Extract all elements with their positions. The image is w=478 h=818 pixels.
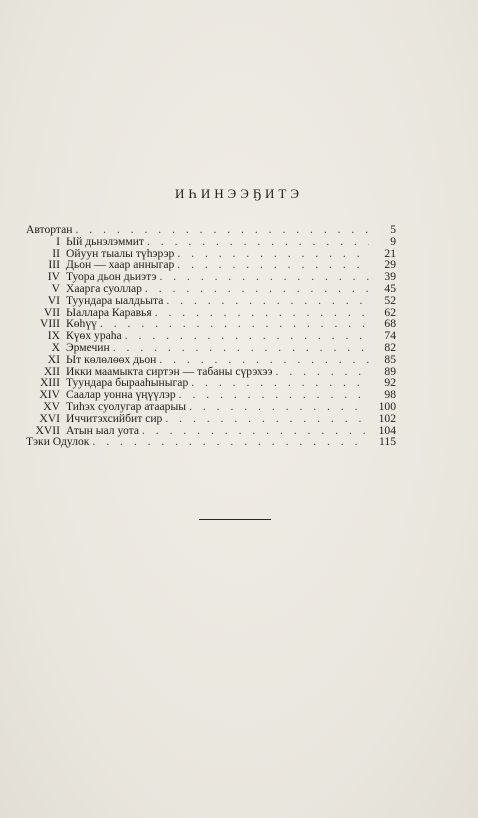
- dot-leader: [92, 436, 369, 448]
- dot-leader: [100, 318, 369, 330]
- page-number: 85: [384, 352, 396, 366]
- dot-leader: [165, 413, 369, 425]
- dot-leader: [113, 342, 369, 354]
- dot-leader: [155, 307, 369, 319]
- chapter-title: Эрмечин: [66, 340, 110, 354]
- chapter-title: Ойуун тыалы түһэрэр: [66, 246, 175, 260]
- page-number: 104: [378, 423, 396, 437]
- page-number: 39: [384, 270, 396, 284]
- dot-leader: [159, 271, 369, 283]
- chapter-title: Көһүү: [66, 317, 97, 331]
- chapter-title: Туора дьон дьиэтэ: [66, 270, 157, 284]
- chapter-number: II: [52, 246, 60, 260]
- chapter-number: VI: [47, 293, 60, 307]
- chapter-number: XII: [43, 364, 60, 378]
- chapter-number: V: [51, 281, 60, 295]
- chapter-title: Ый дьнэлэммит: [66, 234, 144, 248]
- page-number: 5: [390, 223, 396, 236]
- dot-leader: [276, 366, 369, 378]
- chapter-title: Туундара ыалдьыта: [66, 293, 164, 307]
- dot-leader: [191, 377, 369, 389]
- chapter-number: X: [51, 340, 60, 354]
- chapter-number: IX: [47, 329, 60, 343]
- contents-heading: ИҺИНЭЭҔИТЭ: [175, 186, 303, 201]
- dot-leader: [179, 389, 369, 401]
- page-number: 52: [384, 293, 396, 307]
- dot-leader: [166, 295, 369, 307]
- dot-leader: [147, 236, 369, 248]
- page-number: 45: [384, 281, 396, 295]
- chapter-title: Күөх ураһа: [66, 329, 122, 343]
- dot-leader: [125, 330, 369, 342]
- chapter-number: VIII: [40, 317, 60, 331]
- chapter-title: Дьон — хаар анныгар: [66, 258, 175, 272]
- page-number: 100: [378, 399, 396, 413]
- chapter-title: Тэки Одулок: [26, 435, 90, 449]
- dot-leader: [189, 401, 369, 413]
- chapter-title: Икки маамыкта сиртэн — табаны сүрэхээ: [66, 364, 273, 378]
- toc-entry: [26, 342, 396, 354]
- closing-rule: [199, 519, 271, 520]
- chapter-number: IV: [47, 270, 60, 284]
- chapter-number: XI: [47, 352, 60, 366]
- chapter-number: XV: [43, 399, 60, 413]
- toc-entry: [26, 401, 396, 413]
- toc-entry: [26, 436, 396, 448]
- dot-leader: [142, 425, 369, 437]
- page-number: 74: [384, 329, 396, 343]
- toc-entry: [26, 354, 396, 366]
- page-number: 92: [384, 376, 396, 390]
- page-number: 82: [384, 340, 396, 354]
- chapter-number: I: [56, 234, 60, 248]
- chapter-title: Атын ыал уота: [66, 423, 139, 437]
- page-number: 21: [384, 246, 396, 260]
- toc-entry: [26, 413, 396, 425]
- chapter-number: XIII: [40, 376, 60, 390]
- chapter-number: VII: [43, 305, 60, 319]
- chapter-title: Ыаллара Каравья: [66, 305, 152, 319]
- chapter-title: Ыт көлөлөөх дьон: [66, 352, 157, 366]
- dot-leader: [145, 283, 369, 295]
- dot-leader: [159, 354, 369, 366]
- page-number: 102: [378, 411, 396, 425]
- chapter-title: Хаарга суоллар: [66, 281, 142, 295]
- chapter-number: III: [48, 258, 60, 272]
- chapter-title: Туундара бырааһыныгар: [66, 376, 189, 390]
- dot-leader: [177, 248, 369, 260]
- chapter-number: XVII: [35, 423, 60, 437]
- toc-entry: [26, 236, 396, 248]
- toc-entry: [26, 295, 396, 307]
- chapter-number: XIV: [39, 388, 60, 402]
- dot-leader: [177, 259, 369, 271]
- page-number: 9: [390, 234, 396, 248]
- table-of-contents: [26, 224, 396, 448]
- chapter-title: Автортан: [26, 223, 73, 236]
- chapter-title: Иччитэхсийбит сир: [66, 411, 163, 425]
- chapter-title: Саалар уонна үңүүлэр: [66, 388, 176, 402]
- toc-entry: [26, 283, 396, 295]
- page-number: 98: [384, 388, 396, 402]
- page-number: 29: [384, 258, 396, 272]
- page-number: 68: [384, 317, 396, 331]
- chapter-number: XVI: [39, 411, 60, 425]
- page-number: 89: [384, 364, 396, 378]
- page-number: 62: [384, 305, 396, 319]
- chapter-title: Тиһэх суолугар атаарыы: [66, 399, 187, 413]
- page-number: 115: [379, 435, 396, 449]
